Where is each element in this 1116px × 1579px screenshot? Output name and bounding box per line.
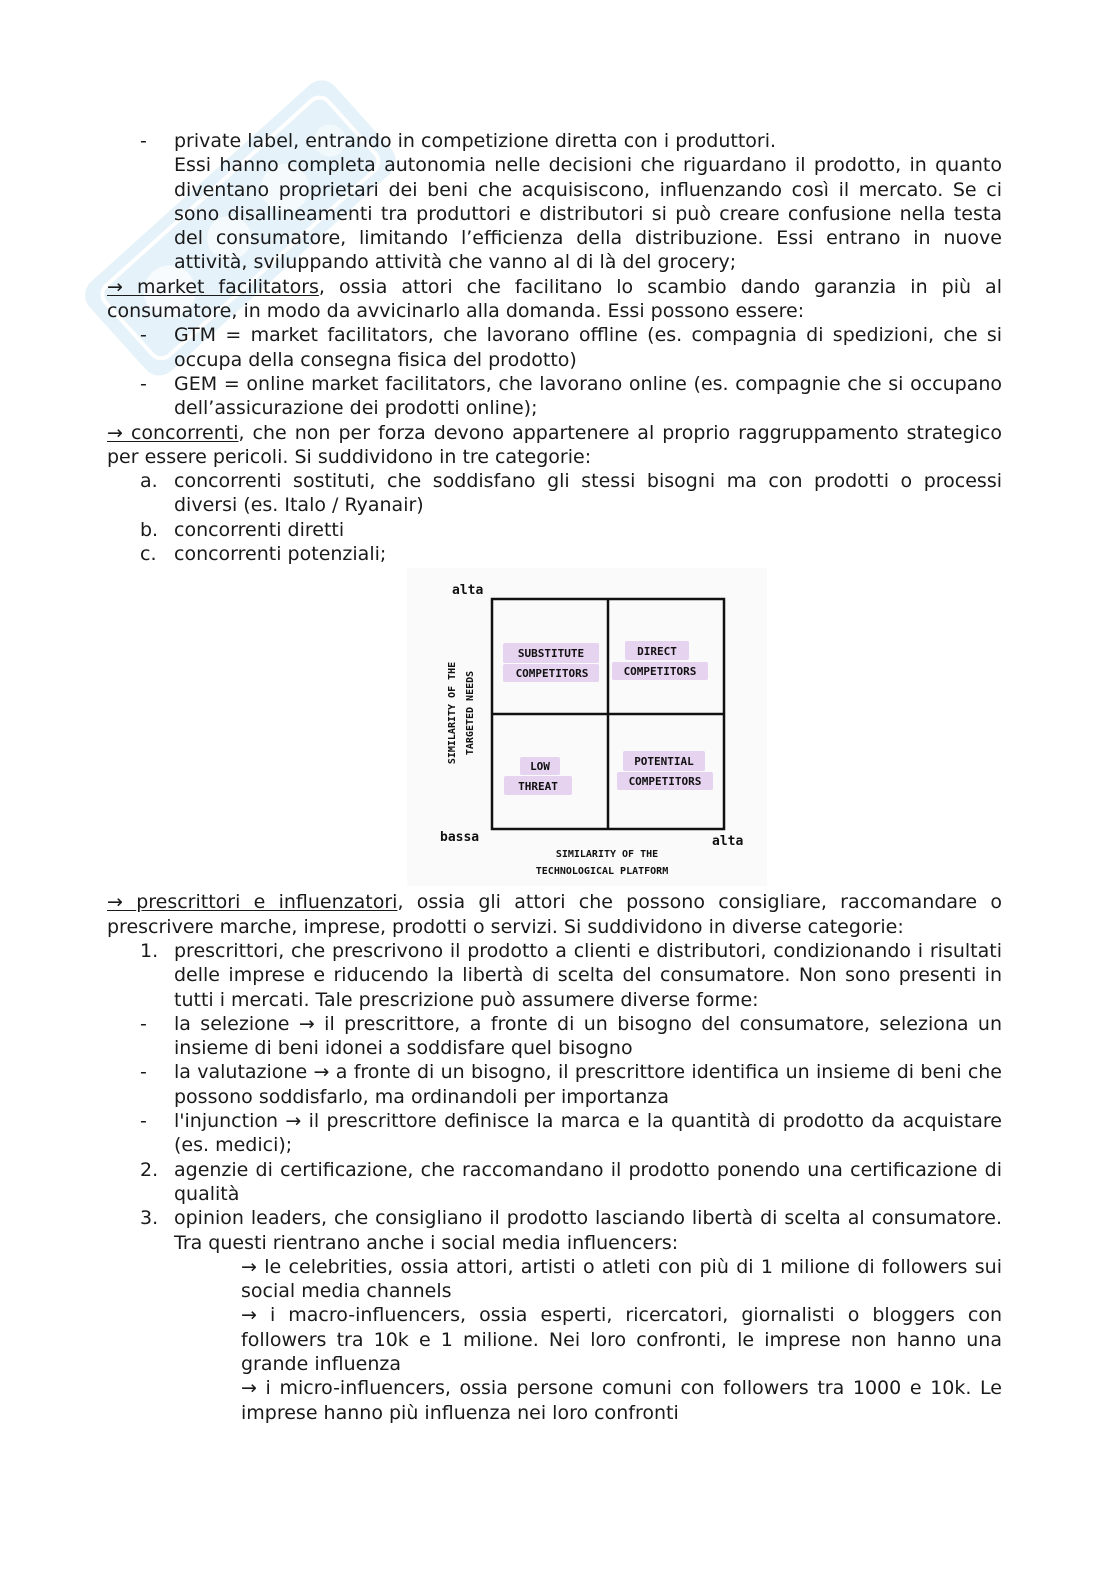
prescrittori-intro: → prescrittori e influenzatori, ossia gli attori che possono consigliare, raccomandare o prescrivere marche, imprese, prodotti o servizi. Si suddividono in diverse categorie:	[107, 891, 1002, 938]
market-facilitators-intro: → market facilitators, ossia attori che facilitano lo scambio dando garanzia in più al consumatore, in modo da avvicinarlo alla domanda. Essi possono essere:	[107, 275, 1002, 323]
list-item: - la selezione → il prescrittore, a fronte di un bisogno del consumatore, seleziona un insieme di beni idonei a soddisfare quel bisogno	[140, 1012, 1002, 1060]
page-content	[107, 129, 1002, 1425]
list-item: 1. prescrittori, che prescrivono il prodotto a clienti e distributori, condizionando i risultati delle imprese e riducendo la libertà di scelta del consumatore. Non sono presenti in tutti i mercati. Tale prescrizione può assumere diverse forme:	[140, 939, 1002, 1011]
quadrant-bottom-left-line2: THREAT	[518, 780, 558, 794]
list-item: b. concorrenti diretti	[140, 518, 345, 541]
quadrant-bottom-right-line2: COMPETITORS	[628, 775, 702, 789]
market-facilitators-heading: → market facilitators	[107, 275, 319, 298]
influencer-celebrities: → le celebrities, ossia attori, artisti o atleti con più di 1 milione di followers sui social media channels	[241, 1255, 1002, 1303]
list-item: 2. agenzie di certificazione, che raccomandano il prodotto ponendo una certificazione di qualità	[140, 1158, 1002, 1205]
dash-marker: -	[140, 1061, 147, 1084]
x-axis-high-label: alta	[712, 834, 744, 850]
quadrant-top-left-line1: SUBSTITUTE	[517, 647, 585, 661]
private-label-paragraph: Essi hanno completa autonomia nelle decisioni che riguardano il prodotto, in quanto diventano proprietari dei beni che acquisiscono, influenzando così il mercato. Se ci sono disallineamenti tra produttori e distributori si può creare confusione nella testa del consumatore, limitando l’efficienza della distribuzione. Essi entrano in nuove attività, sviluppando attività che vanno al di là del grocery;	[174, 154, 1002, 274]
y-axis-title-line2: TARGETED NEEDS	[465, 671, 476, 756]
competitors-matrix	[407, 568, 767, 886]
dash-marker: -	[140, 1012, 147, 1035]
dash-marker: -	[140, 324, 147, 347]
x-axis-title-line1: SIMILARITY OF THE	[555, 849, 659, 861]
y-axis-high-label: alta	[452, 583, 484, 599]
quadrant-bottom-right-line1: POTENTIAL	[634, 755, 694, 769]
dash-marker: -	[140, 130, 147, 152]
dash-marker: -	[140, 372, 147, 395]
list-item: c. concorrenti potenziali;	[140, 543, 387, 566]
arrow-icon: →	[107, 421, 123, 444]
quadrant-top-right-line2: COMPETITORS	[623, 665, 697, 679]
arrow-icon: →	[107, 891, 123, 914]
x-axis-title-line2: TECHNOLOGICAL PLATFORM	[535, 866, 669, 878]
concorrenti-intro: → concorrenti, che non per forza devono appartenere al proprio raggruppamento strategico per essere pericoli. Si suddividono in tre categorie:	[107, 421, 1003, 468]
list-item	[107, 129, 1002, 275]
arrow-icon: →	[107, 275, 123, 298]
list-item: - l'injunction → il prescrittore definisce la marca e la quantità di prodotto da acquistare (es. medici);	[140, 1110, 1002, 1157]
y-axis-title-line1: SIMILARITY OF THE	[447, 662, 458, 765]
quadrant-top-right-line1: DIRECT	[637, 645, 677, 659]
concorrenti-heading: → concorrenti	[107, 421, 239, 444]
quadrant-bottom-left-line1: LOW	[530, 760, 550, 774]
private-label-line: private label, entrando in competizione diretta con i produttori.	[174, 130, 777, 152]
list-item: 3. opinion leaders, che consigliano il prodotto lasciando libertà di scelta al consumatore. Tra questi rientrano anche i social media influencers:	[140, 1207, 1002, 1254]
dash-marker: -	[140, 1110, 147, 1133]
y-axis-low-label: bassa	[440, 830, 480, 846]
list-item: a. concorrenti sostituti, che soddisfano gli stessi bisogni ma con prodotti o processi diversi (es. Italo / Ryanair)	[140, 470, 1002, 517]
quadrant-top-left-line2: COMPETITORS	[515, 667, 589, 681]
prescrittori-heading: → prescrittori e influenzatori	[107, 891, 398, 914]
influencer-macro: → i macro-influencers, ossia esperti, ricercatori, giornalisti o bloggers con followers tra 10k e 1 milione. Nei loro confronti, le imprese non hanno una grande influenza	[241, 1304, 1002, 1375]
list-item: - GEM = online market facilitators, che lavorano online (es. compagnie che si occupano dell’assicurazione dei prodotti online);	[140, 372, 1002, 420]
list-item: - la valutazione → a fronte di un bisogno, il prescrittore identifica un insieme di beni che possono soddisfarlo, ma ordinandoli per importanza	[140, 1061, 1002, 1108]
list-item: - GTM = market facilitators, che lavorano offline (es. compagnia di spedizioni, che si occupa della consegna fisica del prodotto)	[140, 324, 1002, 371]
influencer-micro: → i micro-influencers, ossia persone comuni con followers tra 1000 e 10k. Le imprese hanno più influenza nei loro confronti	[241, 1377, 1002, 1424]
competitors-matrix-figure	[107, 568, 1002, 886]
